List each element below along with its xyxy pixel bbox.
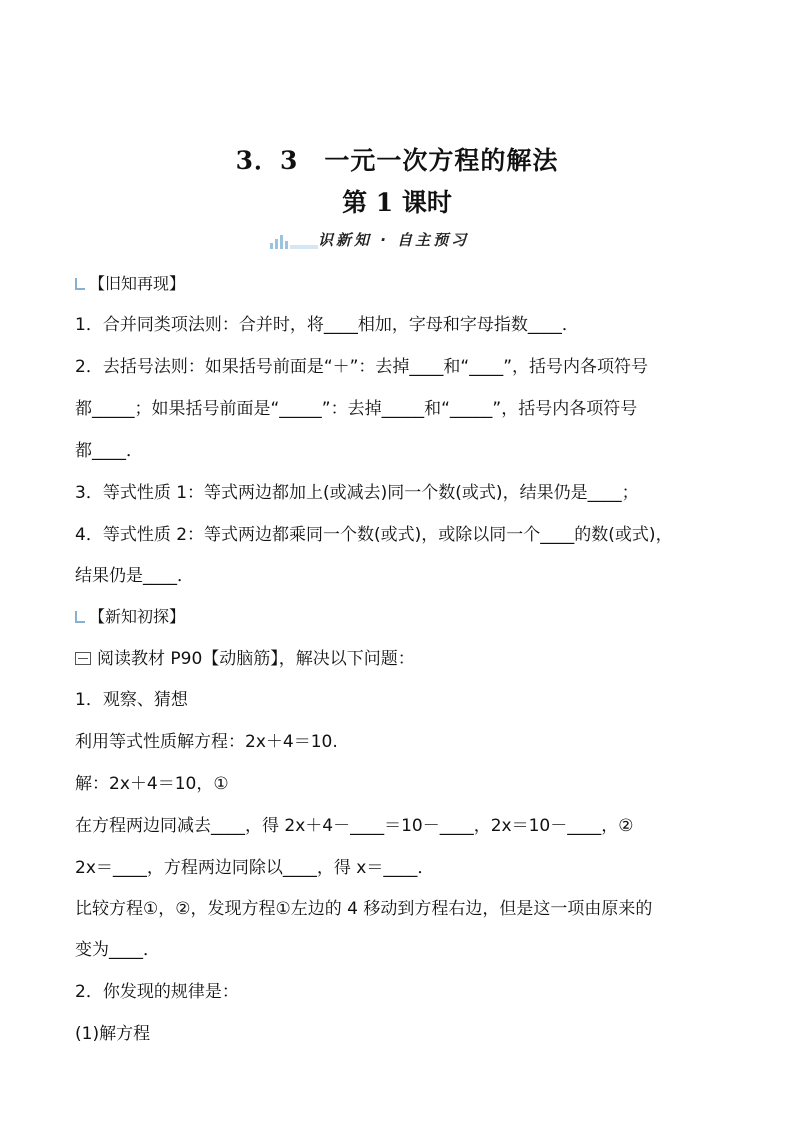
section-marker-icon: [75, 278, 85, 290]
review-line-4: 都____．: [75, 441, 143, 461]
explore-line-9: (1)解方程: [75, 1024, 151, 1044]
review-line-3: 都_____；如果括号前面是“_____”：去掉_____和“_____”，括号内各项符号: [75, 399, 638, 419]
section-banner: [0, 229, 794, 253]
read-instruction-text: 阅读教材 P90【动脑筋】，解决以下问题：: [97, 649, 415, 669]
review-line-6: 4．等式性质 2：等式两边都乘同一个数(或式)，或除以同一个____的数(或式)，: [75, 525, 673, 545]
explore-line-7: 变为____．: [75, 940, 160, 960]
explore-line-5: 2x＝____，方程两边同除以____，得 x＝____．: [75, 858, 435, 878]
explore-line-4: 在方程两边同减去____，得 2x＋4－____＝10－____，2x＝10－____，②: [75, 816, 634, 836]
lesson-title: 3．3 一元一次方程的解法: [235, 146, 559, 175]
banner-bars-icon: [270, 233, 320, 249]
section-explore-label: 【新知初探】: [89, 607, 186, 626]
banner-text: 识新知 · 自主预习: [318, 231, 470, 249]
section-review-label: 【旧知再现】: [89, 274, 186, 293]
explore-line-3: 解：2x＋4＝10，①: [75, 774, 229, 794]
section-marker-icon: [75, 611, 85, 623]
review-line-1: 1．合并同类项法则：合并时，将____相加，字母和字母指数____．: [75, 315, 579, 335]
read-instruction: [75, 647, 415, 671]
review-line-2: 2．去括号法则：如果括号前面是“＋”：去掉____和“____”，括号内各项符号: [75, 357, 649, 377]
lesson-subtitle: 第 1 课时: [342, 188, 452, 217]
section-review: [75, 272, 185, 296]
explore-line-6: 比较方程①，②，发现方程①左边的 4 移动到方程右边，但是这一项由原来的: [75, 899, 653, 919]
review-line-7: 结果仍是____．: [75, 566, 194, 586]
explore-line-1: 1．观察、猜想: [75, 690, 188, 710]
review-line-5: 3．等式性质 1：等式两边都加上(或减去)同一个数(或式)，结果仍是____；: [75, 483, 639, 503]
explore-line-2: 利用等式性质解方程：2x＋4＝10.: [75, 732, 338, 752]
section-explore: [75, 605, 185, 629]
explore-line-8: 2．你发现的规律是：: [75, 982, 239, 1002]
book-icon: [75, 652, 91, 665]
